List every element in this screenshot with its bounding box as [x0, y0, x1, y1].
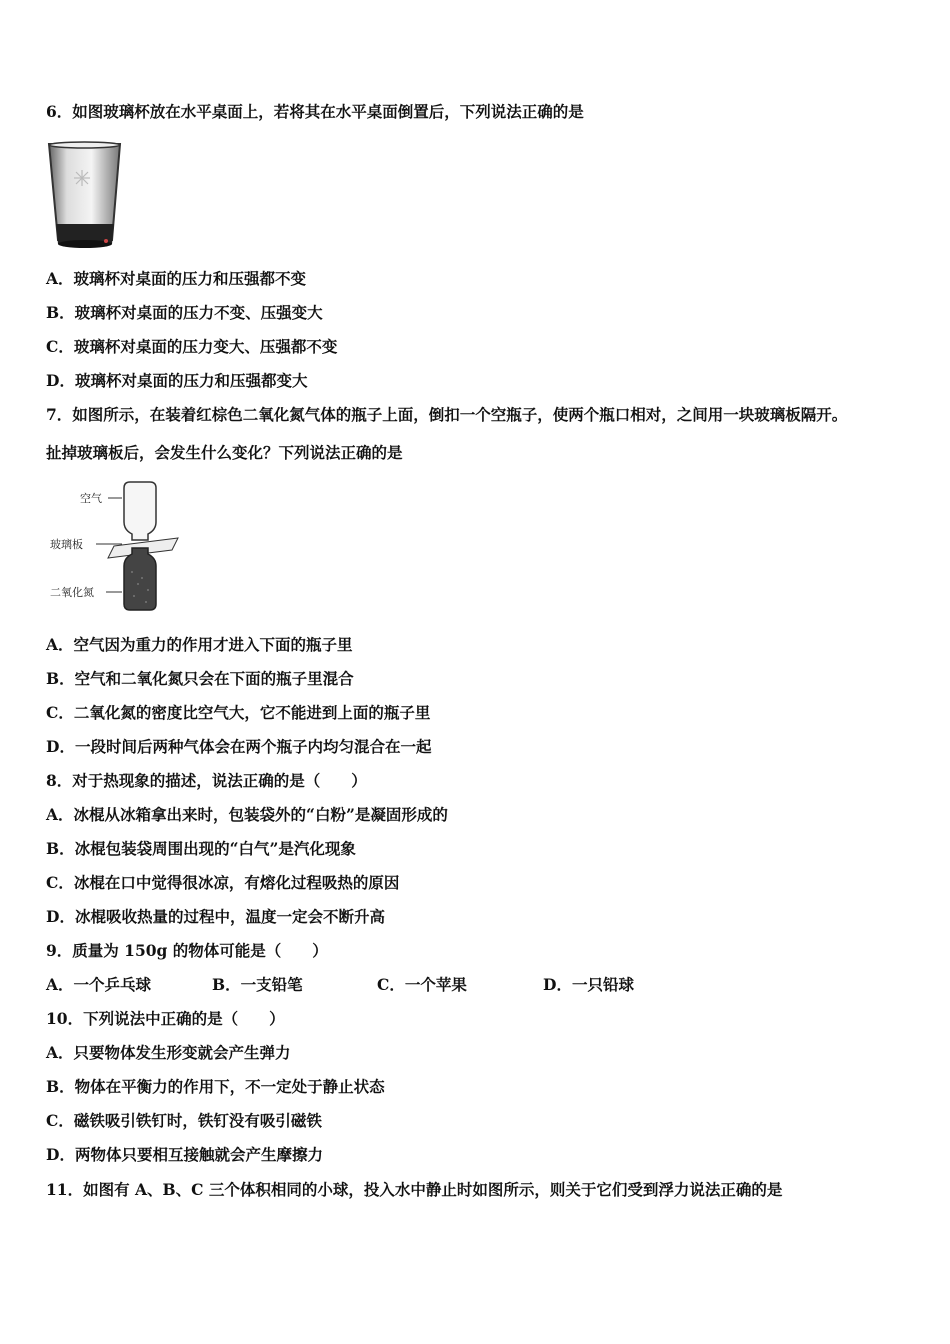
q8-stem: 8．对于热现象的描述，说法正确的是（ ）	[46, 771, 367, 790]
q6-option-b: B．玻璃杯对桌面的压力不变、压强变大	[46, 303, 323, 322]
q10-option-a: A．只要物体发生形变就会产生弹力	[46, 1043, 291, 1062]
q7-option-b: B．空气和二氧化氮只会在下面的瓶子里混合	[46, 669, 354, 688]
q7-option-d: D．一段时间后两种气体会在两个瓶子内均匀混合在一起	[46, 737, 432, 756]
label-no2: 二氧化氮	[50, 586, 94, 599]
q10-option-d: D．两物体只要相互接触就会产生摩擦力	[46, 1145, 323, 1164]
q6-option-c: C．玻璃杯对桌面的压力变大、压强都不变	[46, 337, 338, 356]
q8-option-b: B．冰棍包装袋周围出现的“白气”是汽化现象	[46, 839, 356, 858]
q10-option-b: B．物体在平衡力的作用下，不一定处于静止状态	[46, 1077, 385, 1096]
q8-option-d: D．冰棍吸收热量的过程中，温度一定会不断升高	[46, 907, 385, 926]
q7-option-c: C．二氧化氮的密度比空气大，它不能进到上面的瓶子里	[46, 703, 431, 722]
q9-option-c: C．一个苹果	[377, 975, 467, 994]
q9-option-d: D．一只铅球	[543, 975, 634, 994]
q7-option-a: A．空气因为重力的作用才进入下面的瓶子里	[46, 635, 353, 654]
q9-option-a: A．一个乒乓球	[46, 975, 152, 994]
glass-cup-figure	[46, 140, 124, 252]
q11-stem: 11．如图有 A、B、C 三个体积相同的小球，投入水中静止时如图所示，则关于它们受到浮力说法正确的是	[46, 1180, 783, 1199]
q9-stem: 9．质量为 150g 的物体可能是（ ）	[46, 941, 328, 960]
q7-stem-line1: 7．如图所示，在装着红棕色二氧化氮气体的瓶子上面，倒扣一个空瓶子，使两个瓶口相对，之间用一块玻璃板隔开。	[46, 405, 848, 424]
q10-option-c: C．磁铁吸引铁钉时，铁钉没有吸引磁铁	[46, 1111, 322, 1130]
q8-option-c: C．冰棍在口中觉得很冰凉，有熔化过程吸热的原因	[46, 873, 400, 892]
gas-diffusion-figure	[46, 480, 186, 615]
q9-option-b: B．一支铅笔	[212, 975, 303, 994]
q8-option-a: A．冰棍从冰箱拿出来时，包装袋外的“白粉”是凝固形成的	[46, 805, 448, 824]
q10-stem: 10．下列说法中正确的是（ ）	[46, 1009, 285, 1028]
label-glass-plate: 玻璃板	[50, 538, 83, 551]
label-air: 空气	[80, 492, 102, 505]
q6-stem: 6．如图玻璃杯放在水平桌面上，若将其在水平桌面倒置后，下列说法正确的是	[46, 102, 584, 121]
q6-option-d: D．玻璃杯对桌面的压力和压强都变大	[46, 371, 308, 390]
q7-stem-line2: 扯掉玻璃板后，会发生什么变化？下列说法正确的是	[46, 443, 403, 462]
q6-option-a: A．玻璃杯对桌面的压力和压强都不变	[46, 269, 307, 288]
